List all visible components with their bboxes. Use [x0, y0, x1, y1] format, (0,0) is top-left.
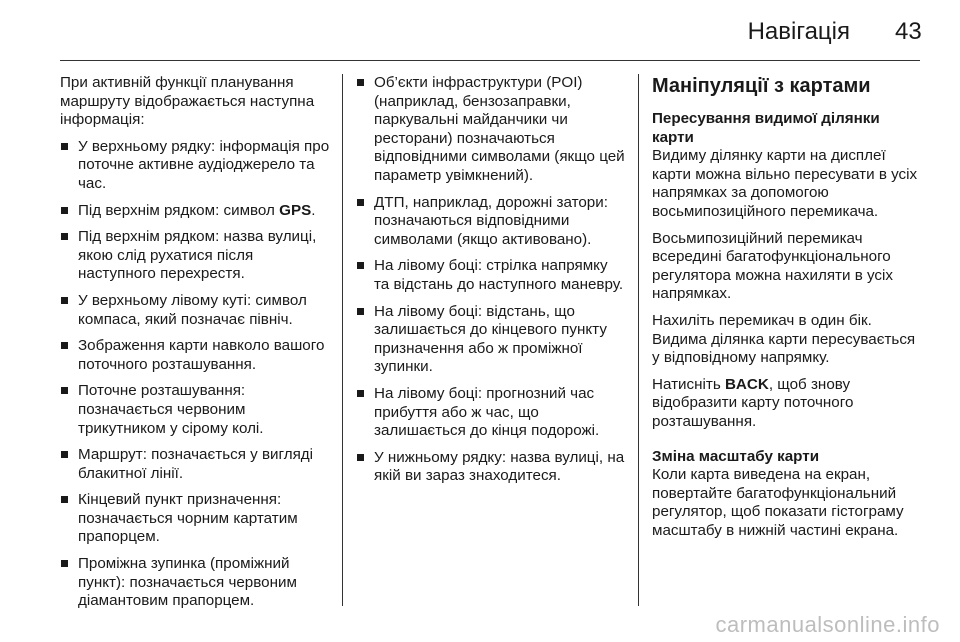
list-item: [60, 337, 332, 374]
list-item: [356, 74, 626, 186]
list-item: [60, 555, 332, 611]
list-item-text: Під верхнім рядком: назва вулиці, якою слід рухатися після наступного перехрестя.: [78, 228, 317, 283]
bullet-icon: [61, 207, 68, 214]
list-item: [60, 491, 332, 547]
list-item: [60, 202, 332, 221]
column-divider-2: [638, 74, 639, 606]
list-item-text: На лівому боці: відстань, що залишається до кінцевого пункту призначення або ж проміжної зупинки.: [374, 302, 607, 376]
paragraph: Видиму ділянку карти на дисплеї карти можна вільно пересувати в усіх напрямках за допомогою восьмипозиційного перемикача.: [652, 147, 918, 220]
list-item-text: Маршрут: позначається у вигляді блакитної лінії.: [78, 446, 314, 482]
column-3: [652, 74, 922, 548]
list-item: [60, 292, 332, 329]
subsection-title-zoom: Зміна масштабу карти: [652, 447, 820, 465]
gps-label: GPS: [279, 201, 312, 219]
list-item: [356, 303, 626, 377]
list-item: [356, 449, 626, 486]
bullet-icon: [357, 79, 364, 86]
list-item: [60, 138, 332, 194]
paragraph: Восьмипозиційний перемикач всередині багатофункціонального регулятора можна нахиляти в усіх напрямках.: [652, 229, 893, 303]
bullet-icon: [357, 308, 364, 315]
bullet-icon: [61, 297, 68, 304]
paragraph-suffix: , щоб знову відобразити карту поточного розташування.: [652, 375, 854, 430]
list-item-text: Поточне розташування: позначається червоним трикутником у сірому колі.: [78, 382, 264, 437]
list-item-text: На лівому боці: стрілка напрямку та відстань до наступного маневру.: [374, 257, 624, 293]
paragraph: Нахиліть перемикач в один бік. Видима ділянка карти пересувається у відповідному напрямку.: [652, 311, 916, 367]
info-list: [60, 138, 332, 611]
bullet-icon: [357, 390, 364, 397]
list-item: [60, 382, 332, 438]
list-item-text: Кінцевий пункт призначення: позначається чорним картатим прапорцем.: [78, 491, 298, 546]
list-item: [60, 446, 332, 483]
column-1: [60, 74, 332, 619]
list-item-text: ДТП, наприклад, дорожні затори: позначаються відповідними символами (якщо активовано).: [374, 193, 608, 248]
list-item-text: У нижньому рядку: назва вулиці, на якій ви зараз знаходитеся.: [374, 448, 625, 485]
list-item-text: На лівому боці: прогнозний час прибуття або ж час, що залишається до кінця подорожі.: [374, 384, 600, 440]
list-item-text: Об’єкти інфраструктури (POI) (наприклад, бензозаправки, паркувальні майданчики чи ресторани) позначаються відповідними символами (якщо цей параметр увімкнений).: [374, 74, 625, 184]
list-item-text: Проміжна зупинка (проміжний пункт): позначається червоним діамантовим прапорцем.: [78, 555, 297, 610]
paragraph-prefix: Натисніть: [652, 375, 725, 393]
bullet-icon: [61, 560, 68, 567]
section-title: Маніпуляції з картами: [652, 75, 871, 97]
back-label: BACK: [724, 375, 769, 393]
list-item-suffix: .: [311, 201, 316, 219]
page-number: 43: [895, 18, 922, 45]
bullet-icon: [61, 496, 68, 503]
bullet-icon: [61, 387, 68, 394]
spacer: [652, 440, 922, 448]
bullet-icon: [61, 233, 68, 240]
header-divider: [60, 60, 920, 61]
paragraph: Коли карта виведена на екран, повертайте багатофункціональний регулятор, щоб показати гістограму масштабу в нижній частині екрана.: [652, 466, 904, 539]
watermark: carmanualsonline.info: [715, 612, 940, 637]
list-item-text: У верхньому лівому куті: символ компаса, який позначає північ.: [78, 291, 307, 328]
bullet-icon: [61, 451, 68, 458]
column-2: [356, 74, 626, 494]
bullet-icon: [357, 454, 364, 461]
intro-paragraph: При активній функції планування маршруту відображається наступна інформація:: [60, 74, 315, 129]
list-item: [60, 228, 332, 284]
paragraph: [652, 376, 922, 432]
list-item: [356, 257, 626, 294]
bullet-icon: [61, 342, 68, 349]
bullet-icon: [61, 143, 68, 150]
bullet-icon: [357, 199, 364, 206]
column-divider-1: [342, 74, 343, 606]
list-item: [356, 194, 626, 250]
list-item-text: Під верхнім рядком: символ: [78, 201, 280, 219]
info-list-continued: [356, 74, 626, 486]
bullet-icon: [357, 262, 364, 269]
page-header-title: Навігація: [747, 18, 850, 45]
list-item-text: У верхньому рядку: інформація про поточне активне аудіоджерело та час.: [78, 137, 330, 192]
list-item: [356, 385, 626, 441]
subsection-title-scroll: Пересування видимої ділянки карти: [652, 110, 880, 146]
list-item-text: Зображення карти навколо вашого поточного розташування.: [78, 337, 325, 373]
